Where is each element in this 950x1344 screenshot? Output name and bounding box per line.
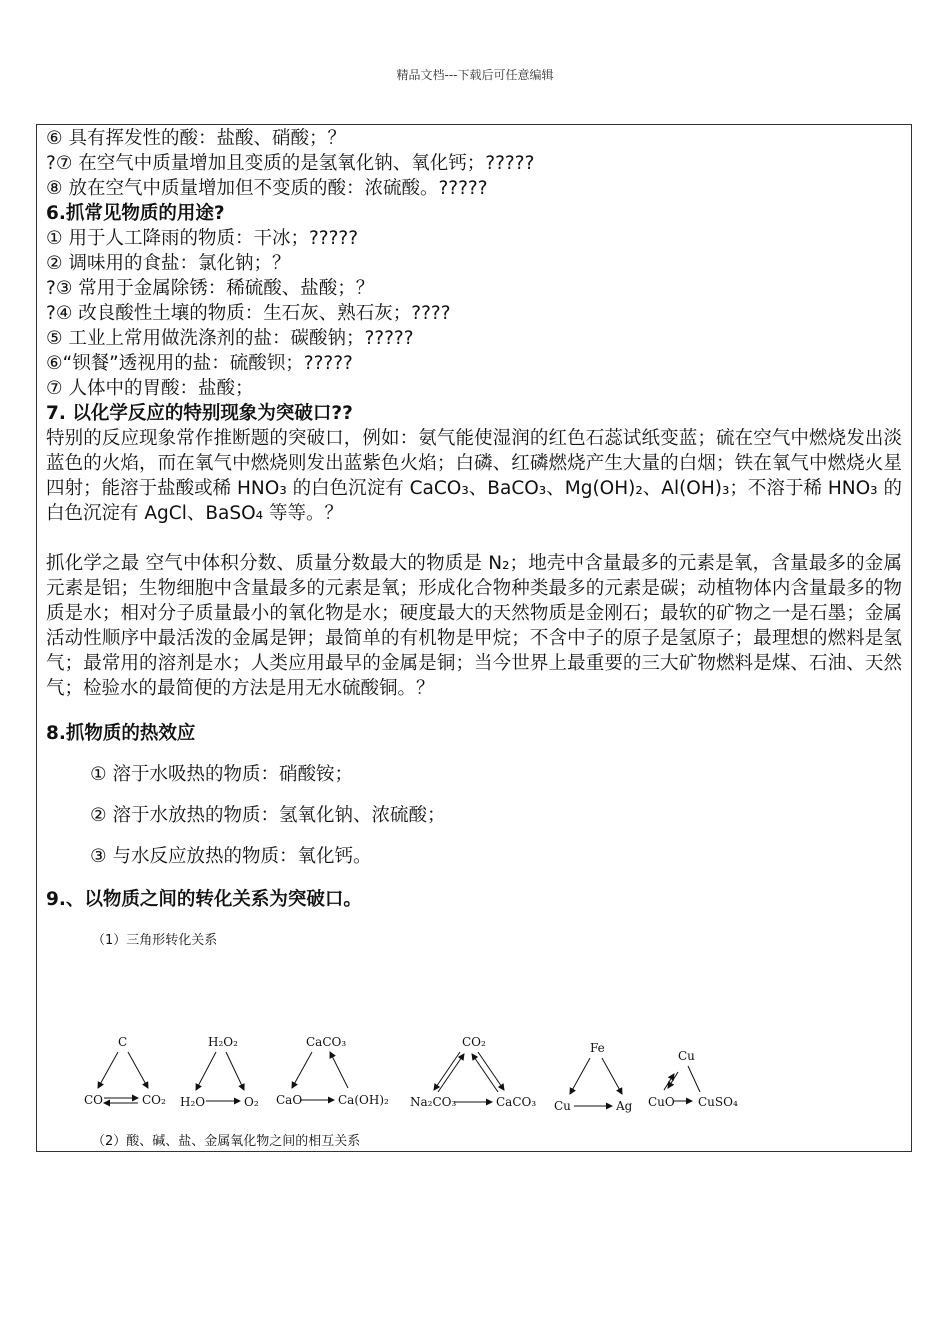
formula-label: CaCO₃ (306, 1035, 347, 1049)
formula-label: Na₂CO₃ (410, 1095, 457, 1109)
formula-label: CuO (648, 1095, 675, 1109)
use-item: ⑦ 人体中的胃酸：盐酸； (46, 378, 254, 399)
subheading-triangle: （1）三角形转化关系 (92, 933, 218, 948)
formula-label: CuSO₄ (698, 1095, 738, 1109)
page-header: 精品文档---下载后可任意编辑 (396, 68, 554, 82)
heat-item: ③ 与水反应放热的物质：氧化钙。 (90, 846, 372, 867)
formula-label: CO₂ (142, 1093, 166, 1107)
triangle-fe-cu-ag (554, 1041, 633, 1113)
formula-label: O₂ (244, 1095, 259, 1109)
formula-label: Ca(OH)₂ (338, 1093, 389, 1107)
triangle-h2o2-h2o-o2 (180, 1035, 259, 1109)
triangle-co2-na2co3-caco3 (410, 1035, 536, 1109)
triangle-c-co-co2 (84, 1035, 166, 1107)
paragraph-chemistry-superlatives: 抓化学之最 空气中体积分数、质量分数最大的物质是 N₂；地壳中含量最多的元素是氧，含量最多的金属元素是铝；生物细胞中含量最多的元素是氧；形成化合物种类最多的元素是碳；动植物体内含量最多的物质是水；相对分子质量最小的氧化物是水；硬度最大的天然物质是金刚石；最软的矿物之一是石墨；金属活动性顺序中最活泼的金属是钾；最简单的有机物是甲烷；不含中子的原子是氢原子；最理想的燃料是氢气；最常用的溶剂是水；人类应用最早的金属是铜；当今世界上最重要的三大矿物燃料是煤、石油、天然气；检验水的最简便的方法是用无水硫酸铜。？ (46, 553, 902, 699)
text-line: ⑥ 具有挥发性的酸：盐酸、硝酸；？ (46, 128, 346, 149)
triangle-cu-cuo-cuso4 (648, 1049, 738, 1109)
text-line: ?⑦ 在空气中质量增加且变质的是氢氧化钠、氧化钙；????? (46, 153, 535, 174)
section-heading-8: 8.抓物质的热效应 (46, 723, 196, 744)
section-heading-9: 9.、以物质之间的转化关系为突破口。 (46, 889, 362, 910)
text-line: ⑧ 放在空气中质量增加但不变质的酸：浓硫酸。????? (46, 178, 488, 199)
formula-label: Fe (590, 1041, 605, 1055)
paragraph-phenomena: 特别的反应现象常作推断题的突破口，例如：氨气能使湿润的红色石蕊试纸变蓝；硫在空气中燃烧发出淡蓝色的火焰，而在氧气中燃烧则发出蓝紫色火焰；白磷、红磷燃烧产生大量的白烟；铁在氧气中燃烧火星四射；能溶于盐酸或稀 HNO₃ 的白色沉淀有 CaCO₃、BaCO₃、Mg(OH)₂、Al(OH)₃；不溶于稀 HNO₃ 的白色沉淀有 AgCl、BaSO₄ 等等。？ (46, 428, 902, 524)
formula-label: H₂O (180, 1095, 206, 1109)
use-item: ?③ 常用于金属除锈：稀硫酸、盐酸；？ (46, 278, 375, 299)
triangle-conversion-diagram (76, 1030, 756, 1120)
formula-label: Cu (678, 1049, 695, 1063)
formula-label: H₂O₂ (208, 1035, 238, 1049)
heat-item: ② 溶于水放热的物质：氢氧化钠、浓硫酸； (90, 805, 446, 826)
use-item: ⑤ 工业上常用做洗涤剂的盐：碳酸钠；????? (46, 328, 414, 349)
use-item: ?④ 改良酸性土壤的物质：生石灰、熟石灰；???? (46, 303, 451, 324)
section-heading-7: 7. 以化学反应的特别现象为突破口?? (46, 403, 353, 424)
document-body (46, 126, 902, 950)
formula-label: Ag (616, 1099, 633, 1113)
formula-label: CO (84, 1093, 104, 1107)
use-item: ① 用于人工降雨的物质：干冰；????? (46, 228, 359, 249)
formula-label: C (118, 1035, 128, 1049)
formula-label: CaCO₃ (496, 1095, 537, 1109)
formula-label: Cu (554, 1099, 571, 1113)
use-item: ⑥“钡餐”透视用的盐：硫酸钡；????? (46, 353, 353, 374)
subheading-relations: （2）酸、碱、盐、金属氧化物之间的相互关系 (92, 1134, 361, 1149)
section-heading-6: 6.抓常见物质的用途? (46, 203, 225, 224)
use-item: ② 调味用的食盐：氯化钠；？ (46, 253, 291, 274)
formula-label: CaO (276, 1093, 303, 1107)
triangle-caco3-cao-caoh2 (276, 1035, 389, 1107)
heat-item: ① 溶于水吸热的物质：硝酸铵； (90, 764, 353, 785)
formula-label: CO₂ (462, 1035, 486, 1049)
